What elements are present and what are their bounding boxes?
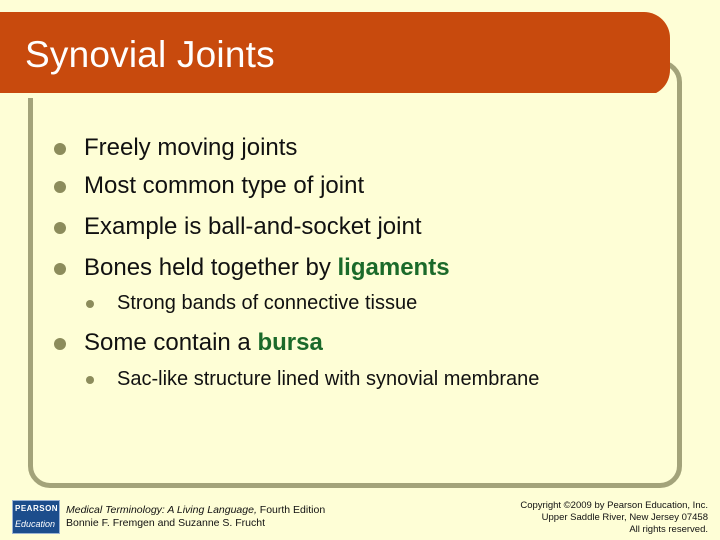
sub-bullet-dot bbox=[86, 376, 94, 384]
bullet-text: Some contain a bbox=[84, 329, 258, 356]
sub-bullet-dot bbox=[86, 300, 94, 308]
bullet-dot bbox=[54, 222, 66, 234]
term-ligaments: ligaments bbox=[337, 254, 450, 281]
copyright-line-2: Upper Saddle River, New Jersey 07458 bbox=[541, 512, 708, 523]
logo-text-top: PEARSON bbox=[15, 504, 59, 513]
book-edition: Fourth Edition bbox=[256, 504, 326, 516]
sub-bullet-connective-tissue: Strong bands of connective tissue bbox=[117, 292, 418, 314]
bullet-ligaments bbox=[84, 254, 450, 282]
bullet-ball-socket: Example is ball-and-socket joint bbox=[84, 213, 422, 240]
bullet-bursa bbox=[84, 329, 323, 357]
copyright-line-1: Copyright ©2009 by Pearson Education, Inc. bbox=[520, 500, 708, 511]
bullet-dot bbox=[54, 181, 66, 193]
book-citation bbox=[66, 504, 325, 530]
book-title-line bbox=[66, 504, 325, 517]
bullet-dot bbox=[54, 263, 66, 275]
bullet-dot bbox=[54, 338, 66, 350]
slide-title: Synovial Joints bbox=[25, 34, 275, 75]
pearson-logo bbox=[12, 500, 60, 534]
copyright-notice bbox=[520, 500, 708, 536]
copyright-line-3: All rights reserved. bbox=[629, 524, 708, 535]
bullet-freely-moving: Freely moving joints bbox=[84, 134, 298, 161]
bullet-dot bbox=[54, 143, 66, 155]
bullet-text: Bones held together by bbox=[84, 254, 338, 281]
bullet-most-common: Most common type of joint bbox=[84, 172, 365, 199]
book-authors: Bonnie F. Fremgen and Suzanne S. Frucht bbox=[66, 517, 266, 529]
book-title: Medical Terminology: A Living Language, bbox=[66, 504, 257, 516]
term-bursa: bursa bbox=[257, 329, 323, 356]
logo-text-bottom: Education bbox=[15, 519, 56, 529]
title-underline bbox=[0, 93, 665, 98]
sub-bullet-sac-like: Sac-like structure lined with synovial membrane bbox=[117, 368, 540, 390]
